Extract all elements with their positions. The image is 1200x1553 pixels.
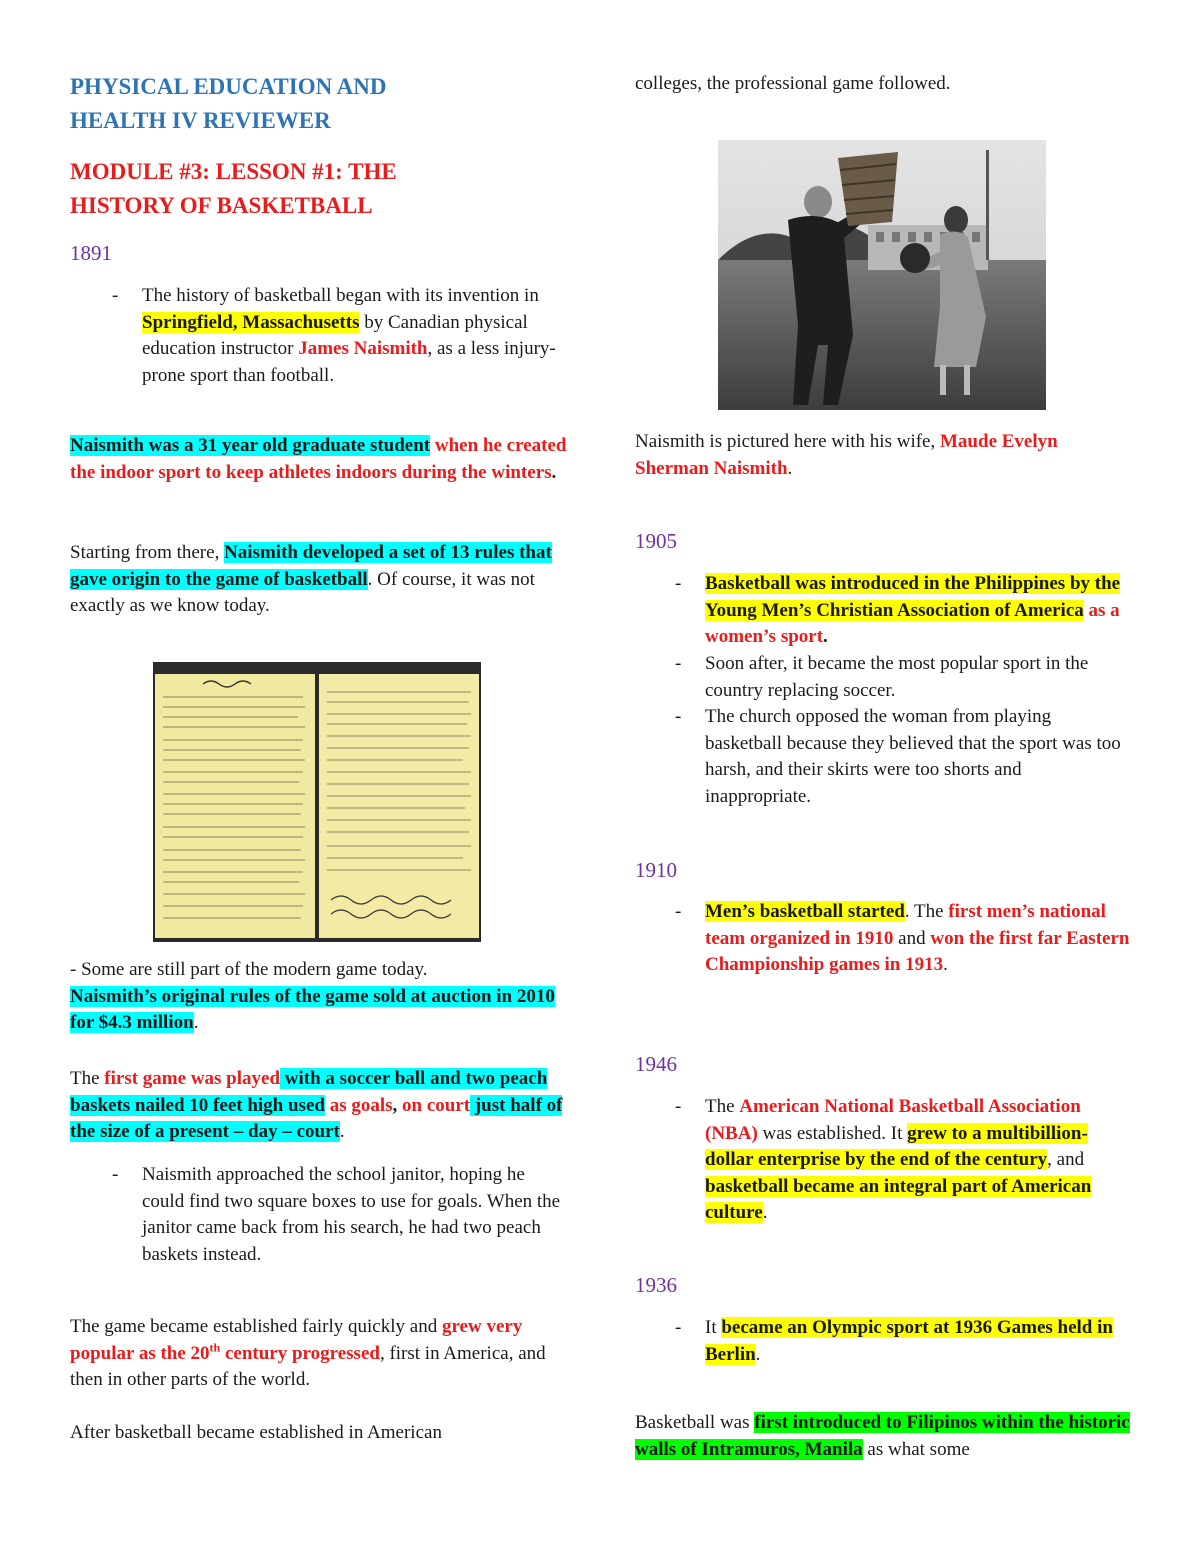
naismith-wife-photo: [718, 140, 1046, 410]
bullet-dash: -: [112, 1164, 119, 1185]
module-heading: MODULE #3: LESSON #1: THE HISTORY OF BASKETBALL: [70, 159, 397, 218]
bullet-dash: -: [112, 285, 119, 306]
original-rules-image: [153, 662, 481, 942]
bullet-dash: -: [675, 706, 682, 727]
bullet-text: The American National Basketball Association (NBA) was established. It grew to a multibillion-dollar enterprise by the end of the century, and basketball became an integral part of American culture.: [705, 1096, 1092, 1224]
paragraph-13-rules: Starting from there, Naismith developed a set of 13 rules that gave origin to the game of basketball. Of course, it was not exactly as we know today.: [70, 542, 552, 617]
bullet-dash: -: [675, 573, 682, 594]
bullet-dash: -: [675, 901, 682, 922]
year-heading-1910: 1910: [635, 858, 677, 882]
paragraph-american-colleges-start: After basketball became established in American: [70, 1422, 442, 1443]
year-heading-1946: 1946: [635, 1052, 677, 1076]
bullet-dash: -: [675, 1096, 682, 1117]
year-heading-1936: 1936: [635, 1273, 677, 1297]
naismith-wife-photo-illustration: [718, 140, 1046, 410]
document-title: PHYSICAL EDUCATION AND HEALTH IV REVIEWER: [70, 74, 387, 133]
bullet-text: Basketball was introduced in the Philippines by the Young Men’s Christian Association of America as a women’s sport.: [705, 573, 1121, 648]
paragraph-intramuros: Basketball was first introduced to Filipinos within the historic walls of Intramuros, Manila as what some: [635, 1412, 1130, 1460]
bullet-text: Men’s basketball started. The first men’s national team organized in 1910 and won the first far Eastern Championship games in 1913.: [705, 901, 1130, 976]
year-heading-1891: 1891: [70, 241, 112, 265]
paragraph-colleges: colleges, the professional game followed.: [635, 73, 951, 94]
photo-caption: Naismith is pictured here with his wife, Maude Evelyn Sherman Naismith.: [635, 431, 1058, 479]
bullet-text: It became an Olympic sport at 1936 Games held in Berlin.: [705, 1317, 1113, 1365]
paragraph-graduate-student: Naismith was a 31 year old graduate student when he created the indoor sport to keep athletes indoors during the winters.: [70, 435, 567, 483]
bullet-dash: -: [675, 1317, 682, 1338]
bullet-text: Soon after, it became the most popular sport in the country replacing soccer.: [705, 653, 1089, 701]
year-heading-1905: 1905: [635, 529, 677, 553]
bullet-text: Naismith approached the school janitor, hoping he could find two square boxes to use for goals. When the janitor came back from his search, he had two peach baskets instead.: [142, 1164, 561, 1265]
paragraph-established: The game became established fairly quickly and grew very popular as the 20th century progressed, first in America, and then in other parts of the world.: [70, 1316, 546, 1391]
paragraph-first-game: The first game was played with a soccer ball and two peach baskets nailed 10 feet high used as goals, on court just half of the size of a present – day – court.: [70, 1068, 563, 1143]
original-rules-document-illustration: [153, 662, 481, 942]
bullet-text: The church opposed the woman from playing basketball because they believed that the sport was too harsh, and their skirts were too shorts and inappropriate.: [705, 706, 1121, 807]
bullet-dash: -: [675, 653, 682, 674]
paragraph-auction: - Some are still part of the modern game today. Naismith’s original rules of the game sold at auction in 2010 for $4.3 million.: [70, 959, 555, 1034]
bullet-text: The history of basketball began with its invention in Springfield, Massachusetts by Canadian physical education instructor James Naismith, as a less injury-prone sport than football.: [142, 285, 556, 386]
